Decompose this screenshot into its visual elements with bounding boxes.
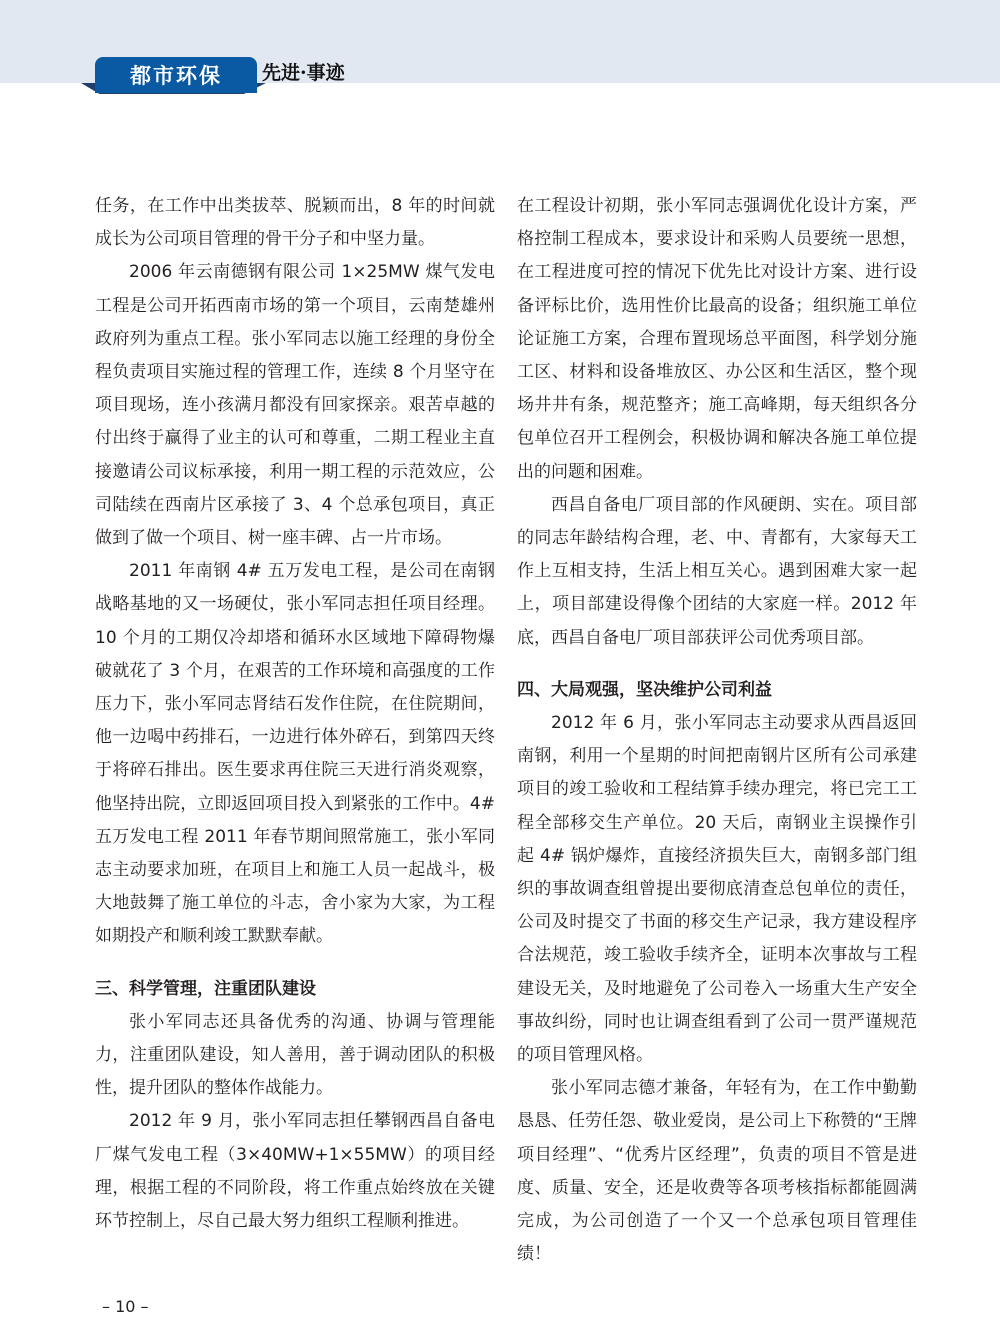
page-number: – 10 – bbox=[102, 1297, 149, 1316]
paragraph: 2012 年 9 月，张小军同志担任攀钢西昌自备电厂煤气发电工程（3×40MW+1×55MW）的项目经理，根据工程的不同阶段，将工作重点始终放在关键环节控制上，尽自己最大努力组织工程顺利推进。 bbox=[95, 1111, 495, 1232]
section-heading-3: 三、科学管理，注重团队建设 bbox=[95, 978, 316, 999]
paragraph: 张小军同志德才兼备，年轻有为，在工作中勤勤恳恳、任劳任怨、敬业爱岗，是公司上下称赞的“王牌项目经理”、“优秀片区经理”，负责的项目不管是进度、质量、安全，还是收费等各项考核指标都能圆满完成，为公司创造了一个又一个总承包项目管理佳绩！ bbox=[517, 1078, 917, 1265]
paragraph: 西昌自备电厂项目部的作风硬朗、实在。项目部的同志年龄结构合理，老、中、青都有，大家每天工作上互相支持，生活上相互关心。遇到困难大家一起上，项目部建设得像个团结的大家庭一样。2012 年底，西昌自备电厂项目部获评公司优秀项目部。 bbox=[517, 494, 917, 648]
paragraph: 张小军同志还具备优秀的沟通、协调与管理能力，注重团队建设，知人善用，善于调动团队的积极性，提升团队的整体作战能力。 bbox=[95, 1011, 495, 1099]
paragraph: 任务，在工作中出类拔萃、脱颖而出，8 年的时间就成长为公司项目管理的骨干分子和中坚力量。 bbox=[95, 196, 495, 250]
left-column bbox=[95, 190, 495, 1238]
paragraph: 2006 年云南德钢有限公司 1×25MW 煤气发电工程是公司开拓西南市场的第一个项目，云南楚雄州政府列为重点工程。张小军同志以施工经理的身份全程负责项目实施过程的管理工作，连续 8 个月坚守在项目现场，连小孩满月都没有回家探亲。艰苦卓越的付出终于赢得了业主的认可和尊重，二期工程业主直接邀请公司议标承接，利用一期工程的示范效应，公司陆续在西南片区承接了 3、4 个总承包项目，真正做到了做一个项目、树一座丰碑、占一片市场。 bbox=[95, 262, 495, 549]
section-title: 先进·事迹 bbox=[262, 62, 345, 84]
magazine-logo: 都市环保 bbox=[95, 57, 257, 93]
paragraph: 2012 年 6 月，张小军同志主动要求从西昌返回南钢，利用一个星期的时间把南钢片区所有公司承建项目的竣工验收和工程结算手续办理完，将已完工工程全部移交生产单位。20 天后，南钢业主误操作引起 4# 锅炉爆炸，直接经济损失巨大，南钢多部门组织的事故调查组曾提出要彻底清查总包单位的责任，公司及时提交了书面的移交生产记录，我方建设程序合法规范，竣工验收手续齐全，证明本次事故与工程建设无关，及时地避免了公司卷入一场重大生产安全事故纠纷，同时也让调查组看到了公司一贯严谨规范的项目管理风格。 bbox=[517, 713, 917, 1066]
paragraph: 在工程设计初期，张小军同志强调优化设计方案，严格控制工程成本，要求设计和采购人员要统一思想，在工程进度可控的情况下优先比对设计方案、进行设备评标比价，选用性价比最高的设备；组织施工单位论证施工方案，合理布置现场总平面图，科学划分施工区、材料和设备堆放区、办公区和生活区，整个现场井井有条，规范整齐；施工高峰期，每天组织各分包单位召开工程例会，积极协调和解决各施工单位提出的问题和困难。 bbox=[517, 196, 917, 482]
section-heading-4: 四、大局观强，坚决维护公司利益 bbox=[517, 679, 772, 700]
paragraph: 2011 年南钢 4# 五万发电工程，是公司在南钢战略基地的又一场硬仗，张小军同志担任项目经理。10 个月的工期仅冷却塔和循环水区域地下障碍物爆破就花了 3 个月，在艰苦的工作环境和高强度的工作压力下，张小军同志肾结石发作住院，在住院期间，他一边喝中药排石，一边进行体外碎石，到第四天终于将碎石排出。医生要求再住院三天进行消炎观察，他坚持出院，立即返回项目投入到紧张的工作中。4# 五万发电工程 2011 年春节期间照常施工，张小军同志主动要求加班，在项目上和施工人员一起战斗，极大地鼓舞了施工单位的斗志，舍小家为大家，为工程如期投产和顺利竣工默默奉献。 bbox=[95, 561, 495, 947]
right-column bbox=[517, 190, 917, 1272]
